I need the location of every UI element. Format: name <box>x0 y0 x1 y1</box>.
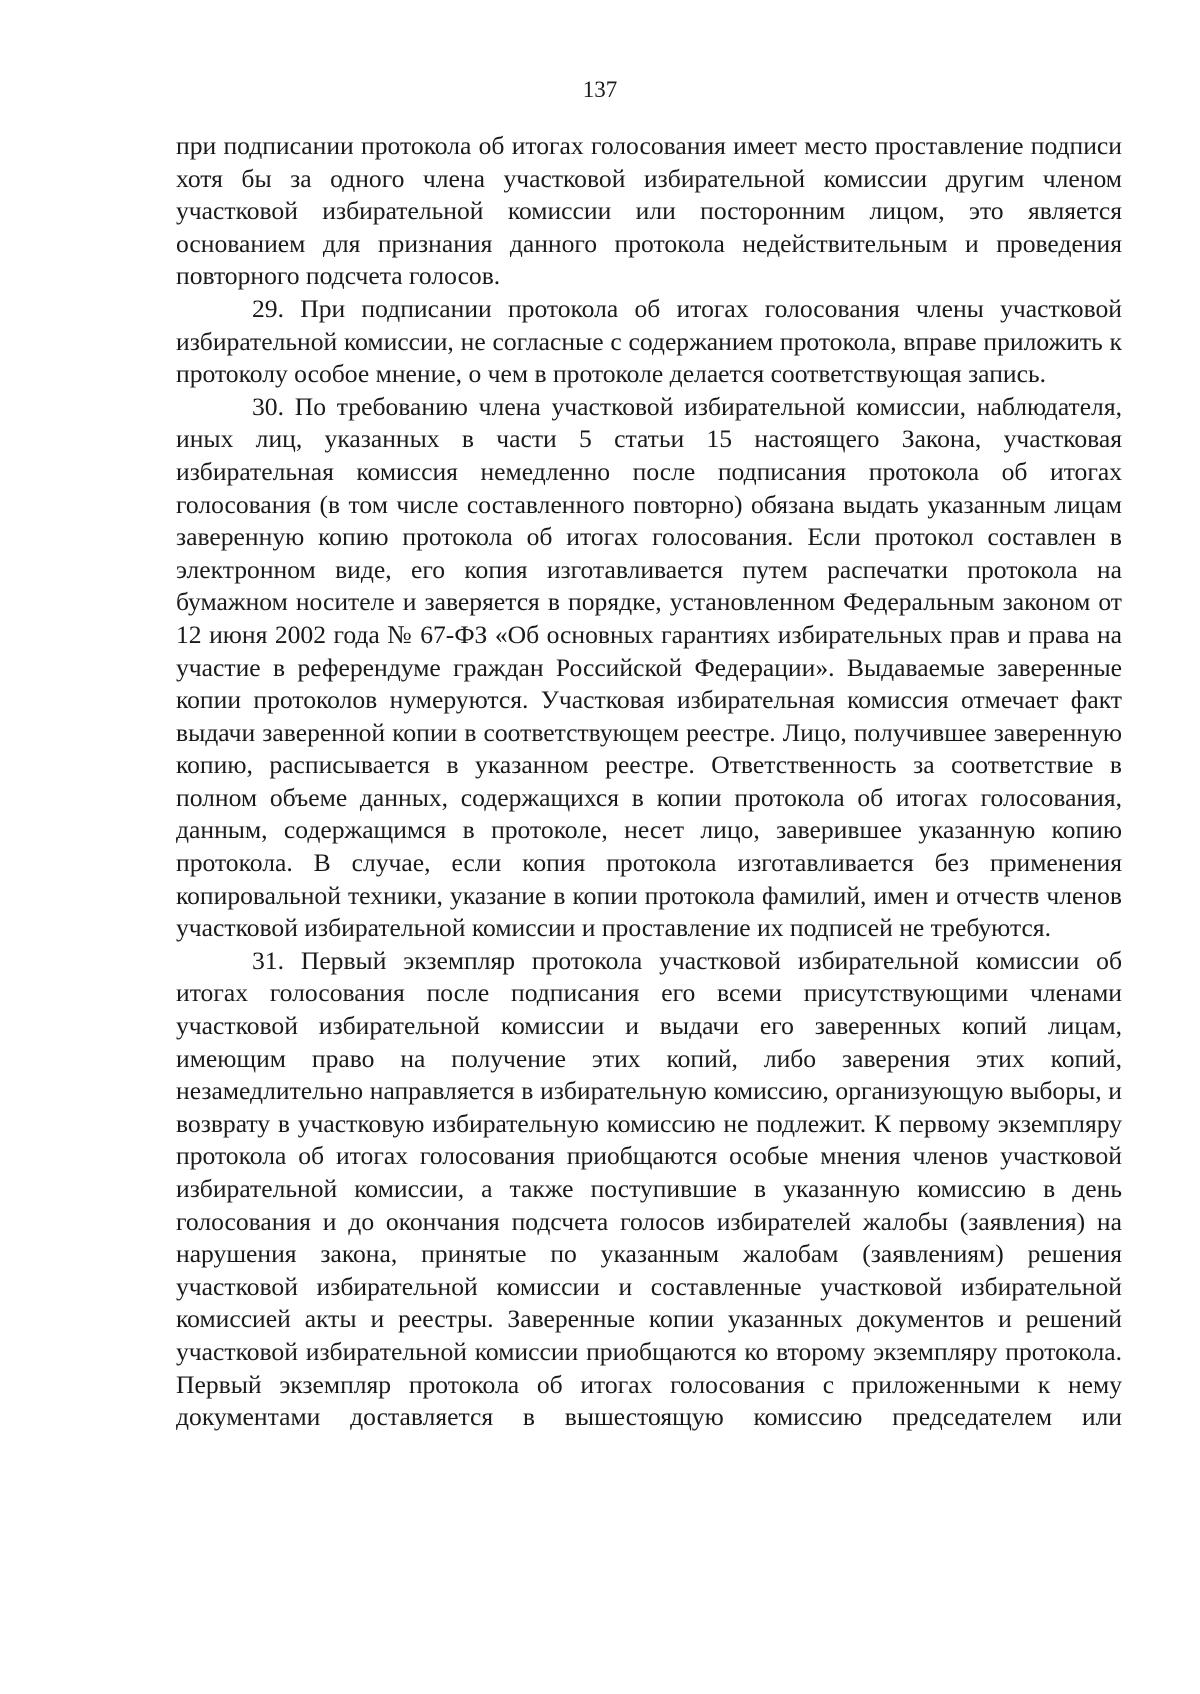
body-text <box>176 130 1122 1434</box>
page-number: 137 <box>582 77 618 102</box>
paragraph-continuation: при подписании протокола об итогах голосования имеет место проставление подписи хотя бы за одного члена участковой избирательной комиссии другим членом участковой избирательной комиссии или посторонним лицом, это является основанием для признания данного протокола недействительным и проведения повторного подсчета голосов. <box>176 131 1122 291</box>
paragraph-31: 31. Первый экземпляр протокола участковой избирательной комиссии об итогах голосования после подписания его всеми присутствующими членами участковой избирательной комиссии и выдачи его заверенных копий лицам, имеющим право на получение этих копий, либо заверения этих копий, незамедлительно направляется в избирательную комиссию, организующую выборы, и возврату в участковую избирательную комиссию не подлежит. К первому экземпляру протокола об итогах голосования приобщаются особые мнения членов участковой избирательной комиссии, а также поступившие в указанную комиссию в день голосования и до окончания подсчета голосов избирателей жалобы (заявления) на нарушения закона, принятые по указанным жалобам (заявлениям) решения участковой избирательной комиссии и составленные участковой избирательной комиссией акты и реестры. Заверенные копии указанных документов и решений участковой избирательной комиссии приобщаются ко второму экземпляру протокола. Первый экземпляр протокола об итогах голосования с приложенными к нему документами доставляется в вышестоящую комиссию председателем или <box>176 945 1122 1432</box>
paragraph-29: 29. При подписании протокола об итогах голосования члены участковой избирательной комиссии, не согласные с содержанием протокола, вправе приложить к протоколу особое мнение, о чем в протоколе делается соответствующая запись. <box>176 293 1122 389</box>
paragraph-30: 30. По требованию члена участковой избирательной комиссии, наблюдателя, иных лиц, указанных в части 5 статьи 15 настоящего Закона, участковая избирательная комиссия немедленно после подписания протокола об итогах голосования (в том числе составленного повторно) обязана выдать указанным лицам заверенную копию протокола об итогах голосования. Если протокол составлен в электронном виде, его копия изготавливается путем распечатки протокола на бумажном носителе и заверяется в порядке, установленном Федеральным законом от 12 июня 2002 года № 67-ФЗ «Об основных гарантиях избирательных прав и права на участие в референдуме граждан Российской Федерации». Выдаваемые заверенные копии протоколов нумеруются. Участковая избирательная комиссия отмечает факт выдачи заверенной копии в соответствующем реестре. Лицо, получившее заверенную копию, расписывается в указанном реестре. Ответственность за соответствие в полном объеме данных, содержащихся в копии протокола об итогах голосования, данным, содержащимся в протоколе, несет лицо, заверившее указанную копию протокола. В случае, если копия протокола изготавливается без применения копировальной техники, указание в копии протокола фамилий, имен и отчеств членов участковой избирательной комиссии и проставление их подписей не требуются. <box>176 391 1122 943</box>
